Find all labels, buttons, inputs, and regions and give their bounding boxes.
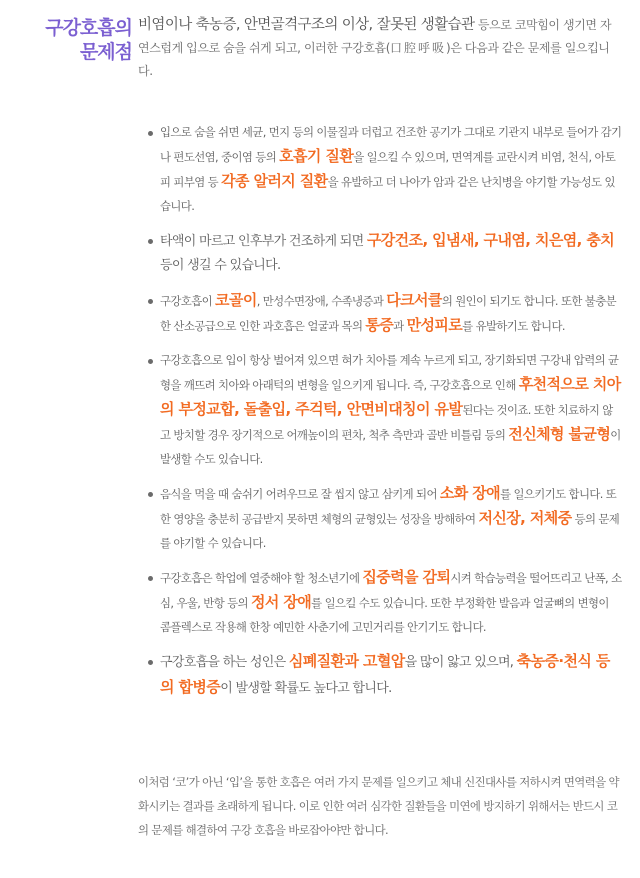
item-text: 이 발생할 수도 있습니다. xyxy=(160,428,621,466)
item-text: 입으로 숨을 쉬면 세균, 먼지 등의 이물질과 더럽고 건조한 공기가 그대로 기관지 내부로 들어가 감기나 편도선염, 중이염 등의 xyxy=(160,125,622,164)
item-text: 타액이 마르고 인후부가 건조하게 되면 xyxy=(160,234,367,249)
item-text: 음식을 먹을 때 숨쉬기 어려우므로 잘 씹지 않고 삼키게 되어 xyxy=(160,487,440,501)
item-text: 를 일으킬 수도 있습니다. 또한 부정확한 발음과 얼굴뼈의 변형이 콤플렉스로 작용해 한창 예민한 사춘기에 고민거리를 안기기도 합니다. xyxy=(160,596,609,634)
section-title-line1: 구강호흡의 xyxy=(45,17,132,39)
item-text: 등이 생길 수 있습니다. xyxy=(160,258,281,273)
item-text: , 만성수면장애, 수족냉증과 xyxy=(256,294,387,308)
highlight-term: 코골이 xyxy=(215,291,257,309)
item-text: 을 많이 앓고 있으며, xyxy=(404,655,517,670)
item-text: 를 유발하기도 합니다. xyxy=(462,319,565,333)
item-text: 구강호흡으로 입이 항상 벌어져 있으면 혀가 치아를 계속 누르게 되고, 장기화되면 구강내 압력의 균형을 깨뜨려 치아와 아래턱의 변형을 일으키게 됩니다. 즉, 구강호흡으로 인해 xyxy=(160,353,619,392)
highlight-term: 후천적으로 치아의 부정교합, 돌출입, 주걱턱, 안면비대칭이 유발 xyxy=(160,375,621,418)
intro-text-1: 등으로 코막힘이 생기면 자연스럽게 입으로 숨을 쉬게 되고, 이러한 구강호흡( xyxy=(138,18,612,55)
item-text: 과 xyxy=(393,319,407,333)
highlight-term: 만성피로 xyxy=(406,316,463,334)
item-text: 시켜 학습능력을 떨어뜨리고 난폭, 소심, 우울, 반항 등의 xyxy=(160,571,622,610)
intro-text-2: )은 다음과 같은 문제를 일으킵니다. xyxy=(138,41,610,78)
highlight-term: 통증 xyxy=(365,316,394,334)
highlight-term: 각종 알러지 질환 xyxy=(221,172,328,190)
highlight-term: 정서 장애 xyxy=(250,593,312,611)
intro-hanja: 口腔呼吸 xyxy=(390,41,447,55)
item-text: 이 발생할 확률도 높다고 합니다. xyxy=(220,681,392,696)
section-title-line2: 문제점 xyxy=(79,41,132,63)
item-text: 된다는 것이죠. 또한 치료하지 않고 방치할 경우 장기적으로 어깨높이의 편차, 척추 측만과 골반 비틀림 등의 xyxy=(160,403,613,442)
intro-lead: 비염이나 축농증, 안면골격구조의 이상, 잘못된 생활습관 xyxy=(138,17,475,33)
item-text: 을 일으킬 수 있으며, 면역계를 교란시켜 비염, 천식, 아토피 피부염 등 xyxy=(160,150,616,189)
intro-paragraph xyxy=(138,14,620,83)
summary-paragraph: 이처럼 ‘코’가 아닌 ‘입’을 통한 호흡은 여러 가지 문제를 일으키고 체내 신진대사를 저하시켜 면역력을 약화시키는 결과를 초래하게 됩니다. 이로 인한 여러 심각한 질환들을 미연에 방지하기 위해서는 반드시 코의 문제를 해결하여 구강 호흡을 바로잡아야만 합니다. xyxy=(138,775,619,837)
highlight-term: 축농증·천식 등의 합병증 xyxy=(160,652,610,696)
highlight-term: 구강건조, 입냄새, 구내염, 치은염, 충치 xyxy=(366,231,615,249)
highlight-term: 저신장, 저체중 xyxy=(478,509,572,527)
highlight-term: 심폐질환과 고혈압 xyxy=(288,652,405,670)
problem-item xyxy=(146,649,622,701)
problem-item xyxy=(146,120,622,218)
problem-item xyxy=(146,288,622,338)
highlight-term: 호흡기 질환 xyxy=(279,147,354,165)
item-text: 구강호흡은 학업에 열중해야 할 청소년기에 xyxy=(160,571,363,585)
highlight-term: 전신체형 불균형 xyxy=(508,425,611,443)
item-text: 를 일으키기도 합니다. 또한 영양을 충분히 공급받지 못하면 체형의 균형있는 성장을 방해하여 xyxy=(160,487,617,526)
problem-item xyxy=(146,481,622,555)
problem-item xyxy=(146,348,622,471)
item-text: 의 원인이 되기도 합니다. 또한 불충분한 산소공급으로 인한 과호흡은 얼굴과 목의 xyxy=(160,294,617,333)
highlight-term: 집중력을 감퇴 xyxy=(362,568,451,586)
section-title xyxy=(20,16,132,64)
item-text: 등의 문제를 야기할 수 있습니다. xyxy=(160,512,620,550)
problem-list xyxy=(146,120,622,711)
highlight-term: 다크서클 xyxy=(386,291,442,309)
item-text: 구강호흡이 xyxy=(160,294,216,308)
problem-item xyxy=(146,565,622,639)
highlight-term: 소화 장애 xyxy=(439,484,501,502)
item-text: 구강호흡을 하는 성인은 xyxy=(160,655,289,670)
item-text: 을 유발하고 더 나아가 암과 같은 난치병을 야기할 가능성도 있습니다. xyxy=(160,175,615,213)
problem-item xyxy=(146,228,622,278)
